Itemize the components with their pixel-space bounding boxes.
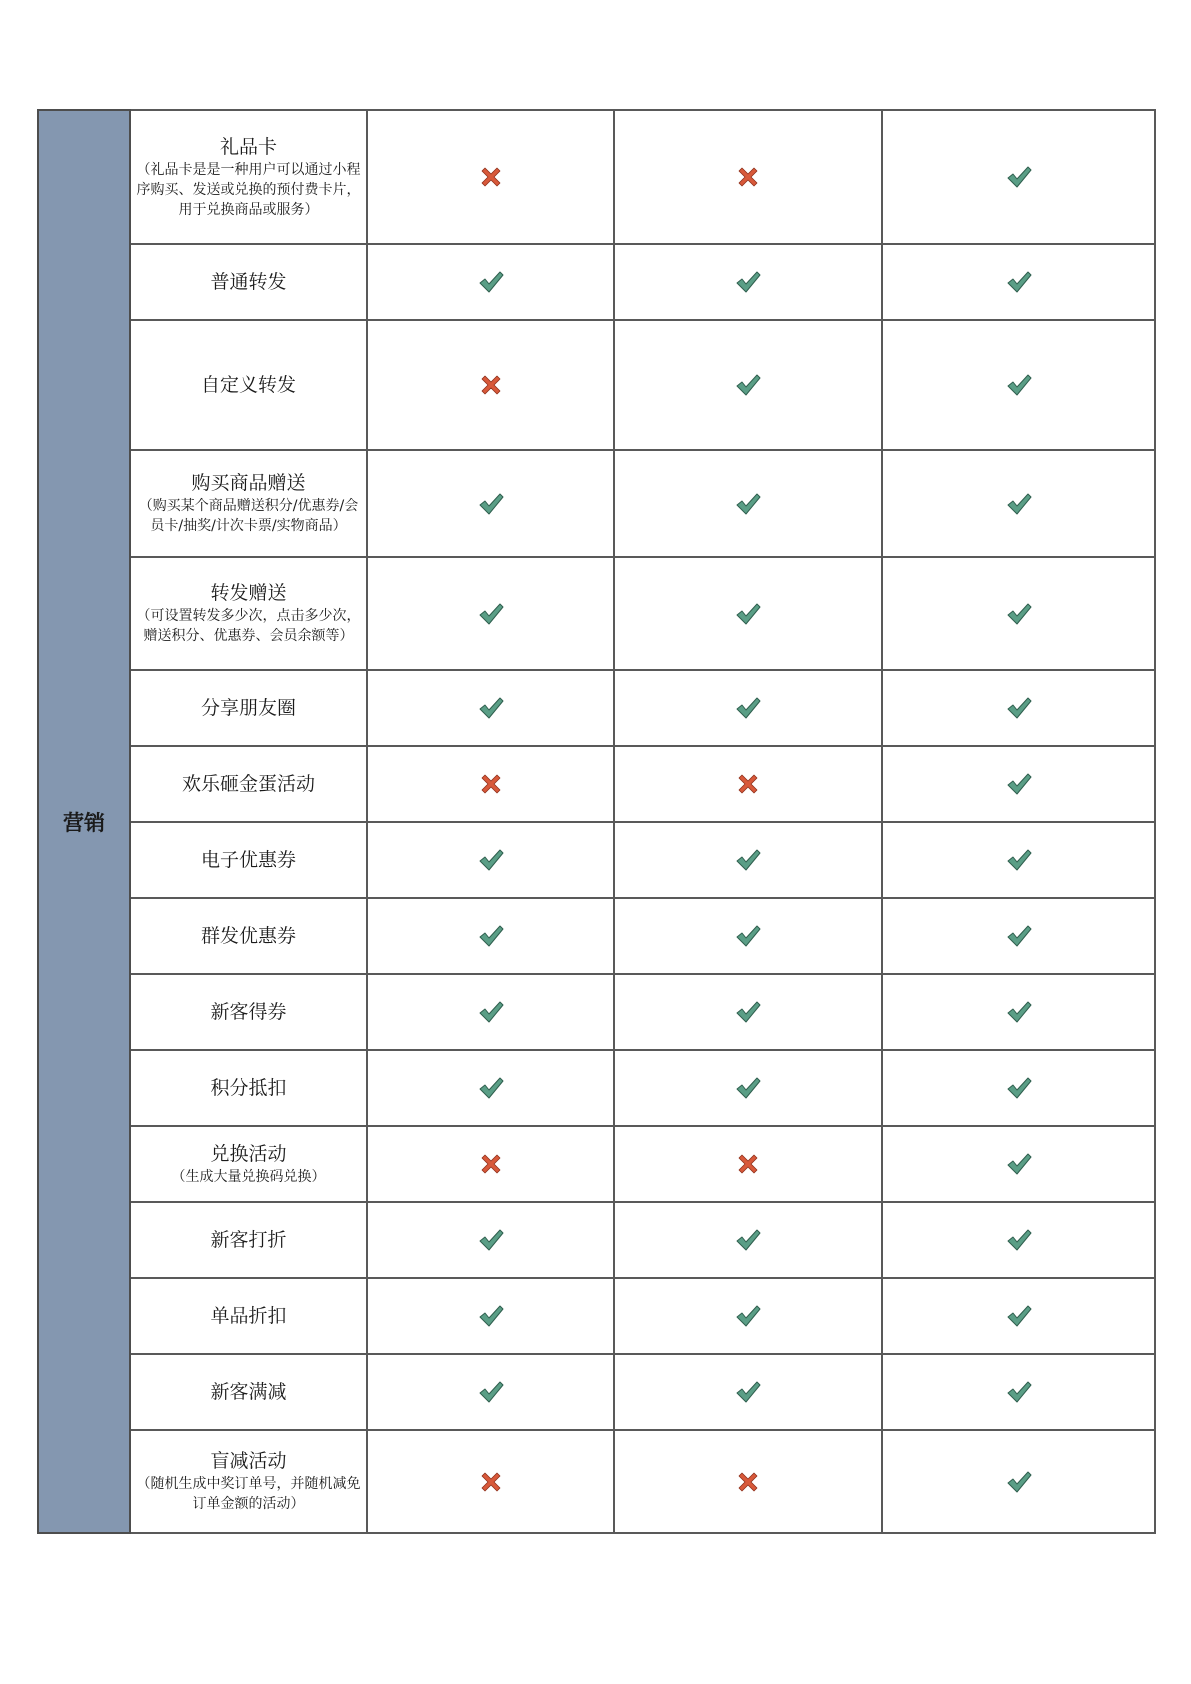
status-cell (882, 974, 1155, 1050)
status-cell (882, 670, 1155, 746)
table-row (38, 244, 1155, 320)
feature-cell (130, 1126, 367, 1202)
feature-name: 转发赠送 (210, 582, 287, 604)
status-cell (614, 898, 882, 974)
status-cell (367, 746, 614, 822)
feature-cell (130, 1202, 367, 1278)
feature-description: （生成大量兑换码兑换） (171, 1168, 326, 1185)
feature-cell (130, 110, 367, 244)
status-cell (614, 670, 882, 746)
table-row (38, 1354, 1155, 1430)
status-cell (614, 450, 882, 557)
status-cell (367, 1354, 614, 1430)
status-cell (882, 450, 1155, 557)
cross-icon (735, 164, 761, 190)
status-cell (882, 110, 1155, 244)
check-icon (1006, 847, 1032, 873)
check-icon (1006, 1303, 1032, 1329)
table-row (38, 822, 1155, 898)
check-icon (1006, 771, 1032, 797)
table-row (38, 1278, 1155, 1354)
check-icon (735, 847, 761, 873)
check-icon (1006, 269, 1032, 295)
feature-description: （礼品卡是是一种用户可以通过小程序购买、发送或兑换的预付费卡片，用于兑换商品或服务） (136, 161, 361, 218)
feature-name: 新客打折 (210, 1228, 287, 1251)
feature-name: 新客得券 (210, 1000, 287, 1023)
feature-name: 购买商品赠送 (191, 472, 306, 494)
status-cell (882, 822, 1155, 898)
check-icon (1006, 601, 1032, 627)
status-cell (367, 1050, 614, 1126)
status-cell (614, 822, 882, 898)
feature-cell (130, 244, 367, 320)
feature-cell (130, 1050, 367, 1126)
status-cell (367, 1278, 614, 1354)
status-cell (367, 898, 614, 974)
table-row (38, 1202, 1155, 1278)
check-icon (478, 999, 504, 1025)
status-cell (367, 1126, 614, 1202)
status-cell (882, 898, 1155, 974)
status-cell (614, 746, 882, 822)
check-icon (735, 601, 761, 627)
status-cell (614, 1202, 882, 1278)
feature-cell (130, 746, 367, 822)
table-row (38, 1050, 1155, 1126)
check-icon (735, 1075, 761, 1101)
feature-name: 电子优惠券 (200, 848, 296, 871)
cross-icon (478, 1151, 504, 1177)
feature-cell (130, 1430, 367, 1533)
check-icon (478, 923, 504, 949)
feature-cell (130, 898, 367, 974)
status-cell (367, 110, 614, 244)
feature-name: 普通转发 (210, 270, 287, 293)
status-cell (367, 670, 614, 746)
status-cell (614, 244, 882, 320)
check-icon (1006, 1379, 1032, 1405)
feature-name: 自定义转发 (200, 373, 296, 396)
check-icon (478, 695, 504, 721)
check-icon (478, 1303, 504, 1329)
feature-name: 兑换活动 (210, 1142, 287, 1165)
status-cell (367, 1430, 614, 1533)
status-cell (614, 110, 882, 244)
feature-name: 新客满减 (210, 1380, 287, 1403)
feature-name: 分享朋友圈 (200, 696, 296, 719)
check-icon (735, 1379, 761, 1405)
status-cell (882, 1050, 1155, 1126)
feature-name: 盲减活动 (210, 1450, 287, 1472)
status-cell (367, 1202, 614, 1278)
feature-cell (130, 320, 367, 450)
check-icon (1006, 999, 1032, 1025)
check-icon (735, 372, 761, 398)
feature-cell (130, 822, 367, 898)
cross-icon (735, 1469, 761, 1495)
cross-icon (735, 771, 761, 797)
check-icon (1006, 372, 1032, 398)
status-cell (882, 746, 1155, 822)
status-cell (367, 244, 614, 320)
table-row (38, 746, 1155, 822)
table-row (38, 110, 1155, 244)
check-icon (735, 923, 761, 949)
table-row (38, 320, 1155, 450)
category-cell: 营销 (38, 110, 130, 1533)
status-cell (614, 1430, 882, 1533)
cross-icon (478, 771, 504, 797)
check-icon (735, 695, 761, 721)
status-cell (882, 557, 1155, 670)
feature-comparison-table (37, 109, 1156, 1534)
feature-cell (130, 1354, 367, 1430)
check-icon (478, 601, 504, 627)
status-cell (614, 557, 882, 670)
check-icon (1006, 1075, 1032, 1101)
table-row (38, 898, 1155, 974)
table-row (38, 1430, 1155, 1533)
table-row (38, 1126, 1155, 1202)
table-row (38, 557, 1155, 670)
status-cell (882, 244, 1155, 320)
status-cell (614, 1050, 882, 1126)
status-cell (882, 1430, 1155, 1533)
check-icon (1006, 491, 1032, 517)
cross-icon (478, 1469, 504, 1495)
status-cell (367, 822, 614, 898)
status-cell (367, 450, 614, 557)
feature-name: 群发优惠券 (200, 924, 296, 947)
status-cell (882, 1354, 1155, 1430)
check-icon (478, 847, 504, 873)
check-icon (735, 1227, 761, 1253)
check-icon (735, 1303, 761, 1329)
status-cell (367, 557, 614, 670)
feature-name: 积分抵扣 (210, 1076, 287, 1099)
cross-icon (478, 372, 504, 398)
check-icon (478, 491, 504, 517)
table-row (38, 450, 1155, 557)
check-icon (1006, 1151, 1032, 1177)
check-icon (478, 1379, 504, 1405)
table-row (38, 670, 1155, 746)
feature-name: 礼品卡 (219, 135, 277, 158)
check-icon (478, 1227, 504, 1253)
check-icon (1006, 1227, 1032, 1253)
feature-description: （购买某个商品赠送积分/优惠券/会员卡/抽奖/计次卡票/实物商品） (138, 498, 359, 534)
status-cell (614, 1354, 882, 1430)
status-cell (367, 974, 614, 1050)
feature-cell (130, 557, 367, 670)
status-cell (614, 974, 882, 1050)
feature-cell (130, 974, 367, 1050)
check-icon (478, 1075, 504, 1101)
feature-description: （随机生成中奖订单号，并随机减免订单金额的活动） (136, 1476, 361, 1512)
feature-name: 单品折扣 (210, 1304, 287, 1327)
status-cell (882, 1278, 1155, 1354)
cross-icon (735, 1151, 761, 1177)
feature-name: 欢乐砸金蛋活动 (181, 772, 315, 795)
feature-cell (130, 670, 367, 746)
status-cell (614, 1126, 882, 1202)
status-cell (614, 1278, 882, 1354)
check-icon (1006, 923, 1032, 949)
check-icon (478, 269, 504, 295)
feature-cell (130, 450, 367, 557)
check-icon (735, 999, 761, 1025)
check-icon (1006, 164, 1032, 190)
status-cell (614, 320, 882, 450)
status-cell (882, 1202, 1155, 1278)
cross-icon (478, 164, 504, 190)
status-cell (367, 320, 614, 450)
check-icon (1006, 695, 1032, 721)
check-icon (735, 269, 761, 295)
status-cell (882, 320, 1155, 450)
check-icon (1006, 1469, 1032, 1495)
table-row (38, 974, 1155, 1050)
status-cell (882, 1126, 1155, 1202)
feature-cell (130, 1278, 367, 1354)
feature-description: （可设置转发多少次，点击多少次，赠送积分、优惠券、会员余额等） (136, 608, 361, 644)
check-icon (735, 491, 761, 517)
